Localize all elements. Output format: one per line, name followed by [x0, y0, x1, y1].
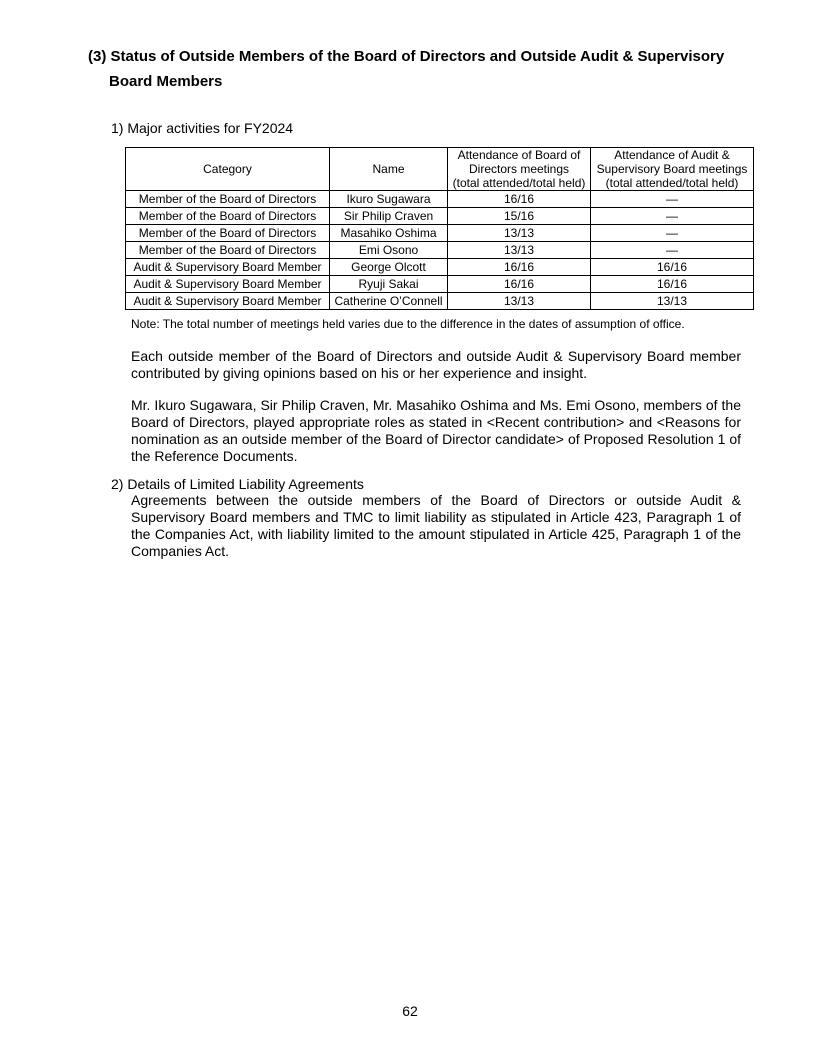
cell-name: Masahiko Oshima — [330, 225, 448, 242]
cell-board-attendance: 13/13 — [448, 293, 591, 310]
cell-board-attendance: 13/13 — [448, 242, 591, 259]
cell-board-attendance: 15/16 — [448, 208, 591, 225]
cell-audit-attendance: — — [591, 225, 754, 242]
cell-name: Emi Osono — [330, 242, 448, 259]
cell-category: Audit & Supervisory Board Member — [126, 259, 330, 276]
subsection-title-activities: 1) Major activities for FY2024 — [111, 120, 294, 136]
table-row — [126, 259, 754, 276]
liability-paragraph: Agreements between the outside members of the Board of Directors or outside Audit & Supervisory Board members and TMC to limit liability as stipulated in Article 423, Paragraph 1 of the Companies Act, with liability limited to the amount stipulated in Article 425, Paragraph 1 of the Companies Act. — [131, 492, 741, 559]
header-board-attendance — [448, 148, 591, 191]
cell-category: Member of the Board of Directors — [126, 242, 330, 259]
section-heading-line2: Board Members — [109, 73, 223, 90]
table-row — [126, 276, 754, 293]
header-category: Category — [126, 148, 330, 191]
roles-paragraph: Mr. Ikuro Sugawara, Sir Philip Craven, Mr. Masahiko Oshima and Ms. Emi Osono, members of the Board of Directors, played appropriate roles as stated in <Recent contribution> and <Reasons for nomination as an outside member of the Board of Director candidate> of Proposed Resolution 1 of the Reference Documents. — [131, 397, 741, 464]
section-heading — [88, 44, 788, 94]
header-audit-attendance-line2: Supervisory Board meetings — [596, 162, 748, 176]
contribution-paragraph: Each outside member of the Board of Directors and outside Audit & Supervisory Board member contributed by giving opinions based on his or her experience and insight. — [131, 348, 741, 381]
cell-category: Audit & Supervisory Board Member — [126, 293, 330, 310]
cell-category: Member of the Board of Directors — [126, 191, 330, 208]
cell-board-attendance: 16/16 — [448, 259, 591, 276]
cell-category: Audit & Supervisory Board Member — [126, 276, 330, 293]
subsection-title-liability: 2) Details of Limited Liability Agreements — [111, 476, 364, 492]
header-board-attendance-line1: Attendance of Board of — [457, 148, 581, 162]
cell-board-attendance: 13/13 — [448, 225, 591, 242]
section-heading-line1: (3) Status of Outside Members of the Board of Directors and Outside Audit & Supervisory — [88, 48, 725, 65]
cell-audit-attendance: 13/13 — [591, 293, 754, 310]
table-row — [126, 293, 754, 310]
header-name: Name — [330, 148, 448, 191]
table-note: Note: The total number of meetings held varies due to the difference in the dates of assumption of office. — [131, 317, 685, 331]
table-row — [126, 208, 754, 225]
cell-audit-attendance: 16/16 — [591, 259, 754, 276]
cell-name: Ryuji Sakai — [330, 276, 448, 293]
table-header-row — [126, 148, 754, 191]
activities-table — [125, 147, 754, 310]
cell-audit-attendance: — — [591, 191, 754, 208]
header-board-attendance-line3: (total attended/total held) — [452, 176, 586, 190]
cell-board-attendance: 16/16 — [448, 276, 591, 293]
table-row — [126, 242, 754, 259]
cell-name: George Olcott — [330, 259, 448, 276]
header-board-attendance-line2: Directors meetings — [468, 162, 570, 176]
table-row — [126, 225, 754, 242]
cell-audit-attendance: — — [591, 208, 754, 225]
table-row — [126, 191, 754, 208]
cell-name: Sir Philip Craven — [330, 208, 448, 225]
header-audit-attendance-line1: Attendance of Audit & — [614, 148, 730, 162]
cell-category: Member of the Board of Directors — [126, 208, 330, 225]
cell-audit-attendance: — — [591, 242, 754, 259]
header-audit-attendance — [591, 148, 754, 191]
header-audit-attendance-line3: (total attended/total held) — [605, 176, 739, 190]
cell-name: Ikuro Sugawara — [330, 191, 448, 208]
cell-audit-attendance: 16/16 — [591, 276, 754, 293]
cell-name: Catherine O’Connell — [330, 293, 448, 310]
page-number: 62 — [402, 1003, 418, 1019]
cell-category: Member of the Board of Directors — [126, 225, 330, 242]
cell-board-attendance: 16/16 — [448, 191, 591, 208]
